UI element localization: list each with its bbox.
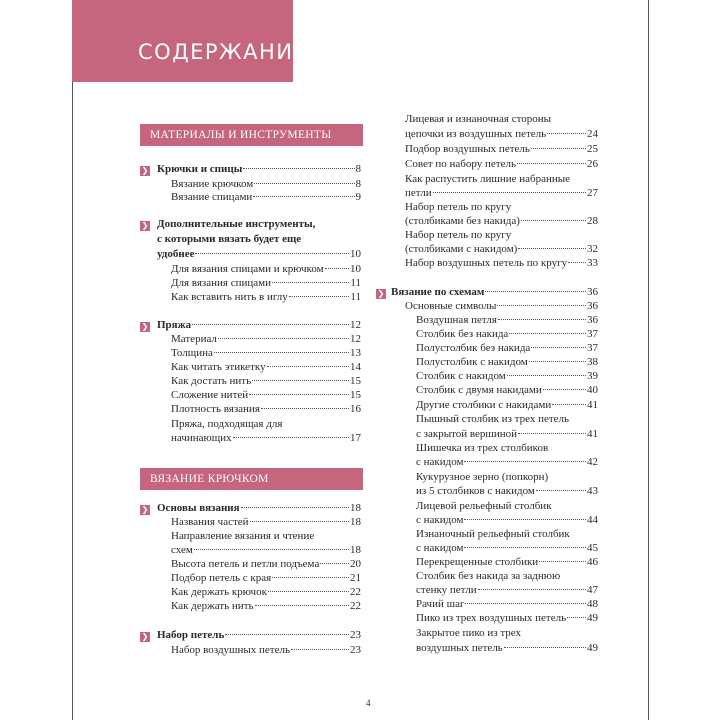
toc-entry-line: Набор петель по кругу xyxy=(405,201,512,213)
toc-entry-line: Направление вязания и чтение xyxy=(171,530,315,542)
toc-entry: Сложение нитей 15 xyxy=(171,389,361,401)
toc-entry: Рачий шаг 48 xyxy=(416,598,598,610)
toc-entry: Как держать крючок 22 xyxy=(171,586,361,598)
toc-entry: с накидом 42 xyxy=(416,456,598,468)
chevron-right-icon: ❯ xyxy=(377,289,385,298)
page-title: СОДЕРЖАНИЕ xyxy=(138,40,309,64)
toc-entry: Как читать этикетку 14 xyxy=(171,361,361,373)
toc-entry: Высота петель и петли подъема 20 xyxy=(171,558,361,570)
chevron-right-icon: ❯ xyxy=(141,322,149,331)
toc-entry: из 5 столбиков с накидом 43 xyxy=(416,485,598,497)
toc-entry: Столбик с двумя накидами 40 xyxy=(416,384,598,396)
toc-entry: Как достать нить 15 xyxy=(171,375,361,387)
toc-entry: Как вставить нить в иглу 11 xyxy=(171,291,361,303)
toc-entry-line: Лицевая и изнаночная стороны xyxy=(405,113,552,125)
toc-entry-line: Как распустить лишние набранные xyxy=(405,173,571,185)
toc-entry: (столбиками с накидом) 32 xyxy=(405,243,598,255)
toc-entry: Вязание крючком 8 xyxy=(171,178,361,190)
toc-entry: Для вязания спицами и крючком 10 xyxy=(171,263,361,275)
toc-entry-line: Столбик без накида за заднюю xyxy=(416,570,561,582)
chevron-right-icon: ❯ xyxy=(141,632,149,641)
toc-entry-line: Лицевой рельефный столбик xyxy=(416,500,552,512)
toc-entry: Названия частей 18 xyxy=(171,516,361,528)
toc-entry: с накидом 45 xyxy=(416,542,598,554)
toc-entry: Для вязания спицами 11 xyxy=(171,277,361,289)
toc-entry: Набор воздушных петель 23 xyxy=(171,644,361,656)
section-heading-crochet: ВЯЗАНИЕ КРЮЧКОМ xyxy=(140,468,363,490)
toc-entry-line: с которыми вязать будет еще xyxy=(157,233,302,245)
toc-entry: схем 18 xyxy=(171,544,361,556)
chevron-right-icon: ❯ xyxy=(141,221,149,230)
toc-entry-line: Дополнительные инструменты, xyxy=(157,218,316,230)
toc-entry: начинающих 17 xyxy=(171,432,361,444)
toc-entry-line: Пышный столбик из трех петель xyxy=(416,413,570,425)
toc-entry: Толщина 13 xyxy=(171,347,361,359)
toc-entry: цепочки из воздушных петель 24 xyxy=(405,128,598,140)
toc-entry: Столбик с накидом 39 xyxy=(416,370,598,382)
toc-entry: Пико из трех воздушных петель 49 xyxy=(416,612,598,624)
toc-entry-line: Пряжа, подходящая для xyxy=(171,418,283,430)
toc-entry-line: Шишечка из трех столбиков xyxy=(416,442,549,454)
section-heading-materials: МАТЕРИАЛЫ И ИНСТРУМЕНТЫ xyxy=(140,124,363,146)
toc-entry-line: Набор петель по кругу xyxy=(405,229,512,241)
toc-entry-line: Закрытое пико из трех xyxy=(416,627,522,639)
toc-entry: петли 27 xyxy=(405,187,598,199)
toc-entry: Полустолбик без накида 37 xyxy=(416,342,598,354)
chevron-right-icon: ❯ xyxy=(141,505,149,514)
toc-entry: Как держать нить 22 xyxy=(171,600,361,612)
toc-entry-yarn: Пряжа 12 xyxy=(157,319,361,331)
toc-entry: Совет по набору петель 26 xyxy=(405,158,598,170)
toc-entry: Полустолбик с накидом 38 xyxy=(416,356,598,368)
chevron-right-icon: ❯ xyxy=(141,166,149,175)
toc-entry: Другие столбики с накидами 41 xyxy=(416,399,598,411)
toc-entry: с накидом 44 xyxy=(416,514,598,526)
toc-entry: Подбор воздушных петель 25 xyxy=(405,143,598,155)
toc-entry: Воздушная петля 36 xyxy=(416,314,598,326)
toc-entry-basics: Основы вязания 18 xyxy=(157,502,361,514)
toc-entry-patterns: Вязание по схемам 36 xyxy=(391,286,598,298)
toc-entry: воздушных петель 49 xyxy=(416,642,598,654)
toc-entry: Основные символы 36 xyxy=(405,300,598,312)
toc-entry: Столбик без накида 37 xyxy=(416,328,598,340)
toc-entry-line: Изнаночный рельефный столбик xyxy=(416,528,570,540)
toc-entry: Перекрещенные столбики 46 xyxy=(416,556,598,568)
toc-entry-extra-tools: удобнее 10 xyxy=(157,248,361,260)
toc-entry-line: Кукурузное зерно (попкорн) xyxy=(416,471,549,483)
toc-entry: Вязание спицами 9 xyxy=(171,191,361,203)
toc-entry: с закрытой вершиной 41 xyxy=(416,428,598,440)
toc-entry: Материал 12 xyxy=(171,333,361,345)
toc-entry: Плотность вязания 16 xyxy=(171,403,361,415)
toc-entry: (столбиками без накида) 28 xyxy=(405,215,598,227)
toc-entry-hooks-needles: Крючки и спицы 8 xyxy=(157,163,361,175)
toc-entry: Набор воздушных петель по кругу 33 xyxy=(405,257,598,269)
page-number: 4 xyxy=(366,698,371,708)
toc-entry: стенку петли 47 xyxy=(416,584,598,596)
toc-entry-cast-on: Набор петель 23 xyxy=(157,629,361,641)
toc-entry: Подбор петель с края 21 xyxy=(171,572,361,584)
